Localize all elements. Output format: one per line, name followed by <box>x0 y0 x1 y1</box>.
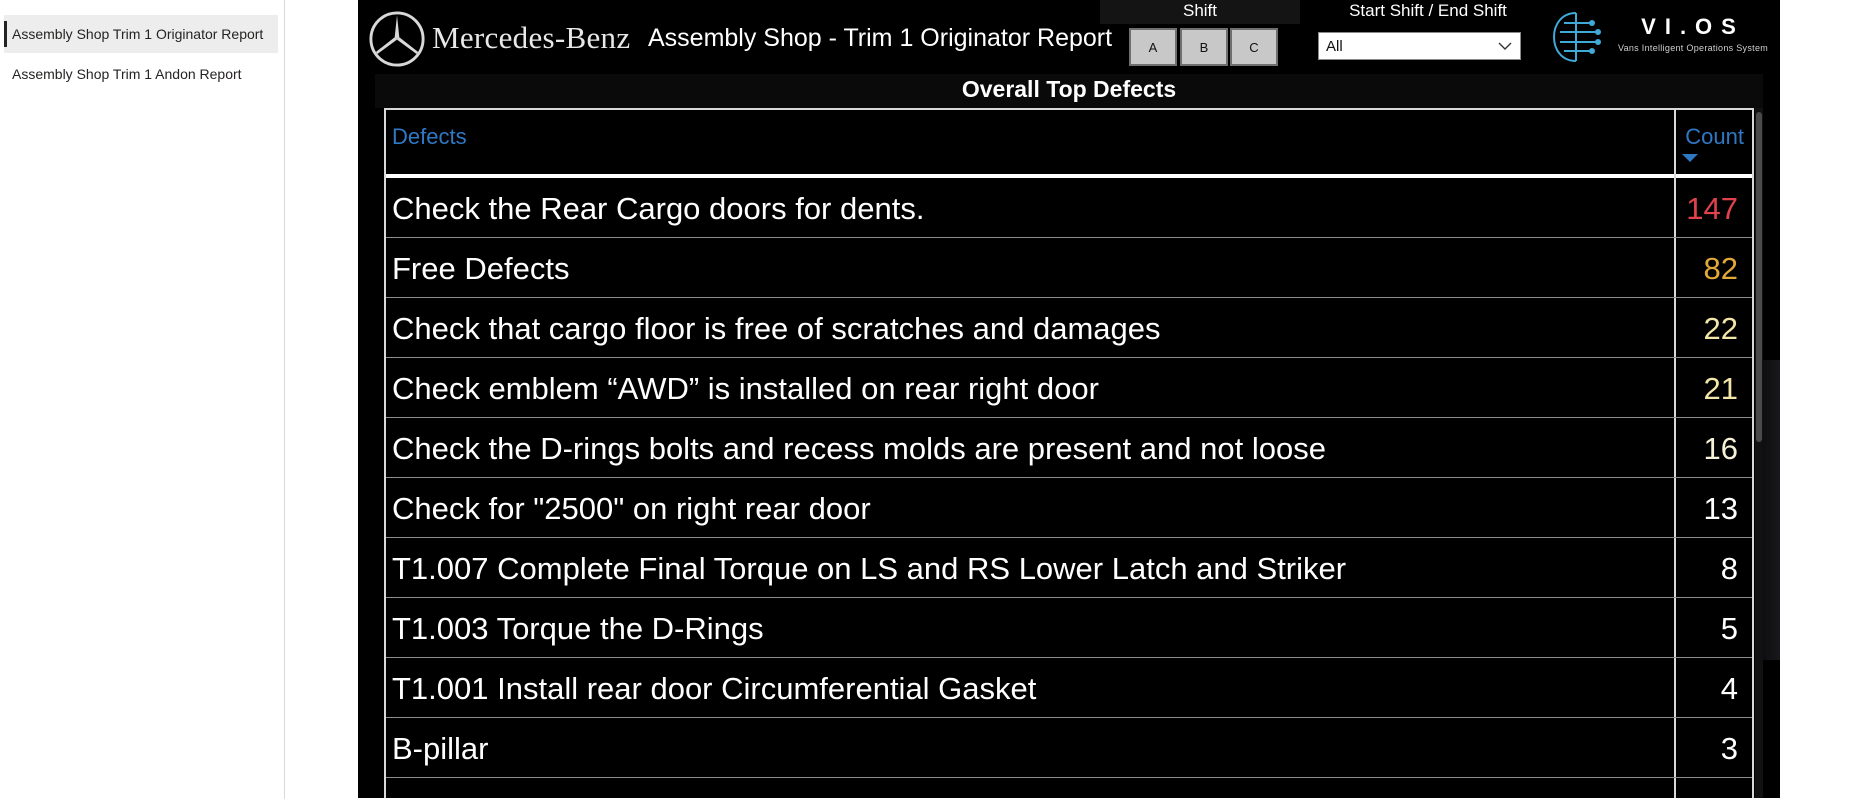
count-cell: 22 <box>1703 311 1738 346</box>
table-row[interactable] <box>386 298 1752 358</box>
defect-cell: T1.007 Complete Final Torque on LS and RS Lower Latch and Striker <box>392 551 1347 586</box>
mercedes-star-icon <box>368 10 426 68</box>
defect-cell: T1.001 Install rear door Circumferential Gasket <box>392 671 1037 706</box>
scrollbar-thumb[interactable] <box>1756 112 1762 442</box>
defect-cell: T1.003 Torque the D-Rings <box>392 611 764 646</box>
page-title: Assembly Shop - Trim 1 Originator Report <box>648 24 1113 52</box>
defect-cell: Check for "2500" on right rear door <box>392 491 871 526</box>
defect-cell: Free Defects <box>392 251 570 286</box>
table-row[interactable] <box>386 358 1752 418</box>
sort-descending-icon <box>1682 154 1698 162</box>
page-navigation-pane <box>0 0 285 799</box>
count-cell: 3 <box>1720 731 1738 766</box>
shift-a-button[interactable]: A <box>1129 28 1177 66</box>
count-cell: 4 <box>1720 671 1738 706</box>
start-end-shift-label: Start Shift / End Shift <box>1349 1 1507 20</box>
vios-circuit-logo-icon <box>1550 8 1602 66</box>
defect-cell: Check the D-rings bolts and recess molds are present and not loose <box>392 431 1326 466</box>
table-row[interactable] <box>386 478 1752 538</box>
table-row[interactable] <box>386 238 1752 298</box>
page-list <box>0 0 284 93</box>
nav-item-label: Assembly Shop Trim 1 Andon Report <box>12 66 242 82</box>
shift-label: Shift <box>1182 1 1218 20</box>
defect-cell: Check emblem “AWD” is installed on rear right door <box>392 371 1099 406</box>
vios-subtitle: Vans Intelligent Operations System <box>1617 43 1769 53</box>
table-body <box>386 178 1752 778</box>
nav-item-originator-report[interactable] <box>4 15 278 53</box>
column-header-count[interactable]: Count <box>1685 124 1744 149</box>
column-header-defects[interactable]: Defects <box>392 124 467 149</box>
top-defects-table-visual <box>375 74 1763 798</box>
count-cell: 8 <box>1720 551 1738 586</box>
table-title: Overall Top Defects <box>375 74 1763 108</box>
count-cell: 82 <box>1703 251 1738 286</box>
count-cell: 21 <box>1703 371 1738 406</box>
report-canvas <box>358 0 1780 798</box>
brand-wordmark: Mercedes-Benz <box>432 20 631 55</box>
table-row[interactable] <box>386 418 1752 478</box>
defect-cell: B-pillar <box>392 731 489 766</box>
table-row[interactable] <box>386 178 1752 238</box>
table-row[interactable] <box>386 538 1752 598</box>
count-cell: 16 <box>1703 431 1738 466</box>
chevron-down-icon <box>1498 39 1512 53</box>
table-row[interactable] <box>386 658 1752 718</box>
shift-c-button[interactable]: C <box>1230 28 1278 66</box>
count-cell: 5 <box>1720 611 1738 646</box>
start-end-shift-dropdown[interactable] <box>1318 32 1521 60</box>
vios-title: VI.OS <box>1641 14 1745 39</box>
shift-b-button[interactable]: B <box>1180 28 1228 66</box>
nav-item-label: Assembly Shop Trim 1 Originator Report <box>12 26 264 42</box>
nav-item-andon-report[interactable] <box>4 55 278 93</box>
defect-cell: Check the Rear Cargo doors for dents. <box>392 191 925 226</box>
count-cell: 147 <box>1686 191 1738 226</box>
defects-table <box>384 108 1754 798</box>
defect-cell: Check that cargo floor is free of scratches and damages <box>392 311 1161 346</box>
dropdown-selected-value: All <box>1326 37 1343 55</box>
count-cell: 13 <box>1703 491 1738 526</box>
table-row[interactable] <box>386 718 1752 778</box>
table-row[interactable] <box>386 598 1752 658</box>
table-header-row <box>386 110 1752 178</box>
